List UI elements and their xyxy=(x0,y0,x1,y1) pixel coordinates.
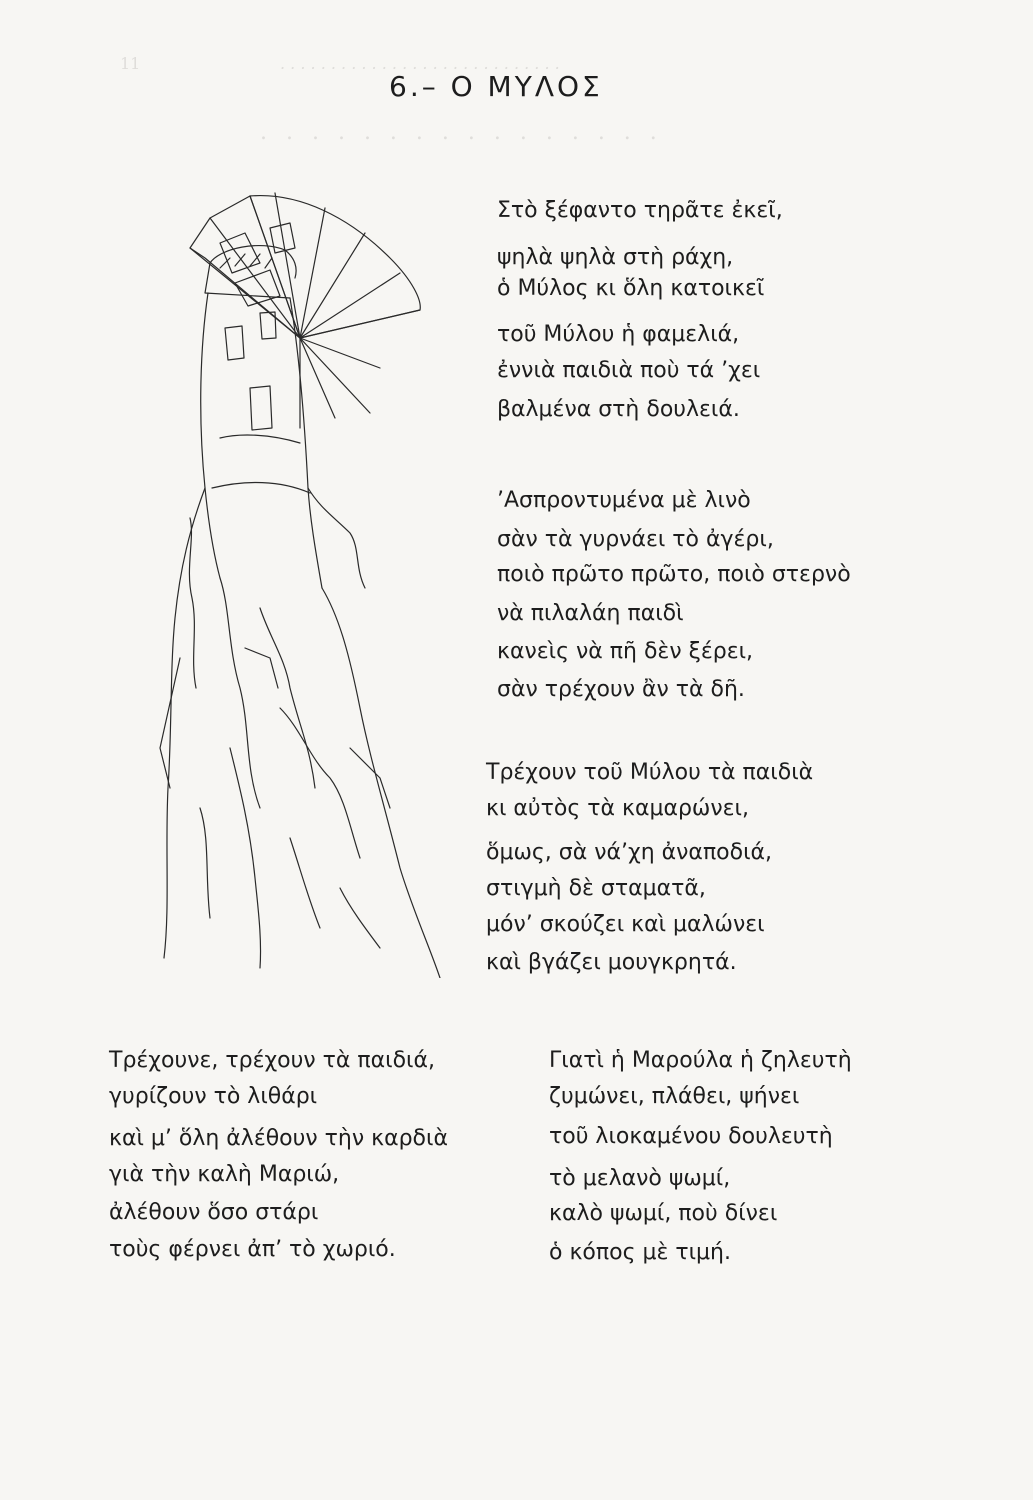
verse-line: βαλμένα στὴ δουλειά. xyxy=(497,397,740,422)
verse-line: ὁ Μύλος κι ὅλη κατοικεῖ xyxy=(497,276,765,301)
verse-line: τοὺς φέρνει ἀπ’ τὸ χωριό. xyxy=(109,1237,396,1262)
verse-line: Τρέχουν τοῦ Μύλου τὰ παιδιὰ xyxy=(486,760,814,785)
verse-line: Στὸ ξέφαντο τηρᾶτε ἐκεῖ, xyxy=(497,198,783,223)
verse-line: τοῦ λιοκαμένου δουλευτὴ xyxy=(549,1124,833,1149)
verse-line: ἀλέθουν ὅσο στάρι xyxy=(109,1200,319,1225)
verse-line: νὰ πιλαλάη παιδὶ xyxy=(497,601,684,626)
verse-line: καλὸ ψωμί, ποὺ δίνει xyxy=(549,1201,778,1226)
verse-line: ζυμώνει, πλάθει, ψήνει xyxy=(549,1084,800,1109)
verse-line: ’Ασπροντυμένα μὲ λινὸ xyxy=(497,488,751,513)
verse-line: ὁ κόπος μὲ τιμή. xyxy=(549,1240,731,1265)
verse-line: ἐννιὰ παιδιὰ ποὺ τά ’χει xyxy=(497,358,761,383)
verse-line: σὰν τρέχουν ἂν τὰ δῆ. xyxy=(497,677,745,702)
windmill-sketch-icon xyxy=(150,188,450,978)
bleed-through-background: 11 . . . . . . . . . . . . . . . . . . . . . . . . . . . . . . . . . . . . . . . . . . . . xyxy=(120,54,663,145)
verse-line: Γιατὶ ἡ Μαρούλα ἡ ζηλευτὴ xyxy=(549,1048,852,1073)
verse-line: καὶ μ’ ὅλη ἀλέθουν τὴν καρδιὰ xyxy=(109,1126,448,1151)
verse-line: στιγμὴ δὲ σταματᾶ, xyxy=(486,876,706,901)
verse-line: σὰν τὰ γυρνάει τὸ ἀγέρι, xyxy=(497,527,774,552)
verse-line: ὅμως, σὰ νά’χη ἀναποδιά, xyxy=(486,840,773,865)
page-title: 6.– Ο ΜΥΛΟΣ xyxy=(389,70,603,103)
verse-line: τὸ μελανὸ ψωμί, xyxy=(549,1166,731,1191)
verse-line: κι αὐτὸς τὰ καμαρώνει, xyxy=(486,796,749,821)
verse-line: καὶ βγάζει μουγκρητά. xyxy=(486,950,737,975)
verse-line: κανεὶς νὰ πῆ δὲν ξέρει, xyxy=(497,639,754,664)
verse-line: γιὰ τὴν καλὴ Μαριώ, xyxy=(109,1162,340,1187)
verse-line: ψηλὰ ψηλὰ στὴ ράχη, xyxy=(497,245,734,270)
verse-line: ποιὸ πρῶτο πρῶτο, ποιὸ στερνὸ xyxy=(497,562,851,587)
verse-line: Τρέχουνε, τρέχουν τὰ παιδιά, xyxy=(109,1048,435,1073)
verse-line: τοῦ Μύλου ἡ φαμελιά, xyxy=(497,322,740,347)
verse-line: μόν’ σκούζει καὶ μαλώνει xyxy=(486,912,765,937)
verse-line: γυρίζουν τὸ λιθάρι xyxy=(109,1084,318,1109)
